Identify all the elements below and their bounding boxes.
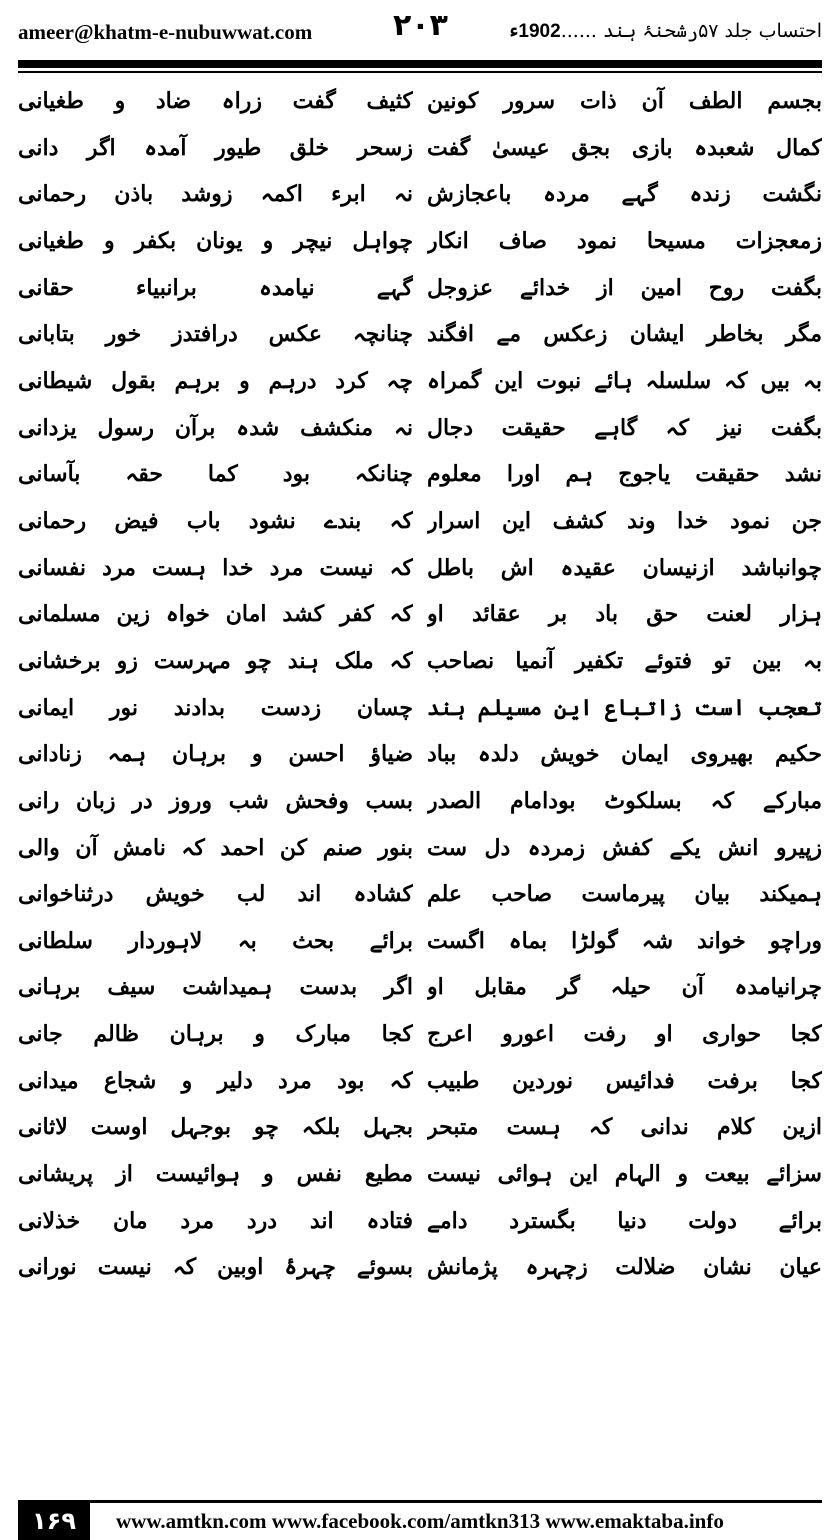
verse-line: ہمیکند بیان پیرماست صاحب علم xyxy=(427,881,822,908)
verse-line: کجا مبارک و برہان ظالم جانی xyxy=(18,1021,413,1048)
header-page-number: ۲۰۳ xyxy=(393,8,448,43)
verse-line: زسحر خلق طیور آمدہ اگر دانی xyxy=(18,134,413,161)
verse-line: چواہل نیچر و یونان بکفر و طغیانی xyxy=(18,227,413,254)
verse-line: ضیاؤ احسن و برہان ہمہ زنادانی xyxy=(18,741,413,768)
verse-line: حکیم بھیروی ایمان خویش دلدہ بباد xyxy=(427,741,822,768)
verse-line: فتادہ اند درد مرد مان خذلانی xyxy=(18,1207,413,1234)
verse-line: برائے دولت دنیا بگسترد دامے xyxy=(427,1207,822,1234)
verse-line: مگر بخاطر ایشان زعکس مے افگند xyxy=(427,321,822,348)
verse-line: بجسم الطف آن ذات سرور کونین xyxy=(427,88,822,114)
verse-line: زپیرو انش یکے کفش زمردہ دل ست xyxy=(427,834,822,861)
page-header xyxy=(18,8,822,54)
verse-line: بگفت نیز کہ گاہے حقیقت دجال xyxy=(427,414,822,441)
footer-page-number: ۱۶۹ xyxy=(18,1503,90,1540)
header-rule-thick xyxy=(18,60,822,68)
verse-line: کجا حواری او رفت اعورو اعرج xyxy=(427,1021,822,1048)
running-title-text: احتساب جلد ۵۷رشحنۂ ہند ...... xyxy=(560,20,822,42)
verse-line: تعجب است زاتباع این مسیلم ہند xyxy=(427,694,822,721)
header-rule-thin xyxy=(18,71,822,73)
verse-line: کشادہ اند لب خویش درثناخوانی xyxy=(18,881,413,908)
verse-line: کہ بود مرد دلیر و شجاع میدانی xyxy=(18,1067,413,1094)
verse-line: کہ کفر کشد امان خواہ زین مسلمانی xyxy=(18,601,413,628)
verse-line: اگر بدست ہمیداشت سیف برہانی xyxy=(18,974,413,1001)
verse-line: نہ ابرء اکمہ زوشد باذن رحمانی xyxy=(18,181,413,208)
verse-line: بسوئے چہرۂ اوبین کہ نیست نورانی xyxy=(18,1254,413,1281)
verse-line: بنور صنم کن احمد کہ نامش آن والی xyxy=(18,834,413,861)
poem-right-column xyxy=(427,78,822,1478)
verse-line: بہ بیں کہ سلسلہ ہائے نبوت این گمراہ xyxy=(427,367,822,394)
verse-line: کمال شعبدہ بازی بجق عیسیٰ گفت xyxy=(427,134,822,161)
verse-line: چنانکہ بود کما حقہ بآسانی xyxy=(18,461,413,488)
verse-line: ہزار لعنت حق باد بر عقائد او xyxy=(427,601,822,628)
verse-line: کہ بندے نشود باب فیض رحمانی xyxy=(18,507,413,534)
verse-line: بہ بین تو فتوئے تکفیر آنمیا نصاحب xyxy=(427,647,822,674)
verse-line: ازین کلام ندانی کہ ہست متبحر xyxy=(427,1114,822,1141)
verse-line: بسب وفحش شب وروز در زبان رانی xyxy=(18,787,413,814)
verse-line: بگفت روح امین از خدائے عزوجل xyxy=(427,274,822,301)
poem-left-column xyxy=(18,78,413,1478)
verse-line: بجہل بلکہ چو بوجہل اوست لاثانی xyxy=(18,1114,413,1141)
running-title xyxy=(509,20,822,43)
footer-links: www.amtkn.com www.facebook.com/amtkn313 www.emaktaba.info xyxy=(116,1509,724,1533)
verse-line: چنانچہ عکس درافتدز خور بتابانی xyxy=(18,321,413,348)
verse-line: چرانیامدہ آن حیلہ گر مقابل او xyxy=(427,974,822,1001)
verse-line: جن نمود خدا وند کشف این اسرار xyxy=(427,507,822,534)
verse-line: کجا برفت فدائیس نوردین طبیب xyxy=(427,1067,822,1094)
verse-line: کہ ملک ہند چو مہرست زو برخشانی xyxy=(18,647,413,674)
verse-line: مبارکے کہ بسلکوٹ بودامام الصدر xyxy=(427,787,822,814)
footer-rule xyxy=(18,1500,822,1503)
verse-line: عیان نشان ضلالت زچہرہ پژمانش xyxy=(427,1254,822,1281)
verse-line: چسان زدست بدادند نور ایمانی xyxy=(18,694,413,721)
verse-line: چوانباشد ازنیسان عقیدہ اش باطل xyxy=(427,554,822,581)
running-year: 1902ء xyxy=(509,21,561,42)
verse-line: نگشت زندہ گہے مردہ باعجازش xyxy=(427,181,822,208)
verse-line: کہ نیست مرد خدا ہست مرد نفسانی xyxy=(18,554,413,581)
verse-line: کثیف گفت زراہ ضاد و طغیانی xyxy=(18,88,413,114)
verse-line: مطیع نفس و ہوائیست از پریشانی xyxy=(18,1161,413,1188)
verse-line: وراچو خواند شہ گولڑا بماہ اگست xyxy=(427,927,822,954)
verse-line: برائے بحث بہ لاہوردار سلطانی xyxy=(18,927,413,954)
verse-line: زمعجزات مسیحا نمود صاف انکار xyxy=(427,227,822,254)
verse-line: چہ کرد درہم و برہم بقول شیطانی xyxy=(18,367,413,394)
header-email: ameer@khatm-e-nubuwwat.com xyxy=(18,20,313,44)
verse-line: نہ منکشف شدہ برآن رسول یزدانی xyxy=(18,414,413,441)
verse-line: گہے نیامدہ برانبیاء حقانی xyxy=(18,274,413,301)
verse-line: سزائے بیعت و الہام این ہوائی نیست xyxy=(427,1161,822,1188)
verse-line: نشد حقیقت یاجوج ہم اورا معلوم xyxy=(427,461,822,488)
